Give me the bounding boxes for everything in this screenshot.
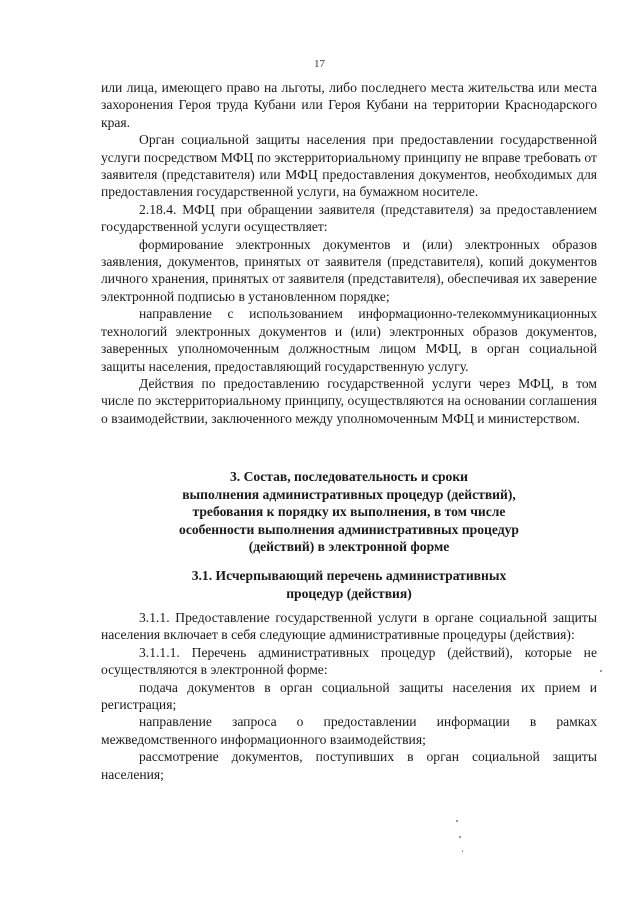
paragraph: формирование электронных документов и (или) электронных образов заявления, документов, принятых от заявителя (представителя), копий документов личного хранения, принятых от заявителя (представителя), обеспечивая их заверение электронной подписью в установленном порядке;: [101, 236, 597, 304]
paragraph: Орган социальной защиты населения при предоставлении государственной услуги посредством МФЦ по экстерриториальному принципу не вправе требовать от заявителя (представителя) или МФЦ предоставления документов, необходимых для предоставления государственной услуги, на бумажном носителе.: [101, 132, 597, 200]
heading-line: выполнения административных процедур (действий),: [182, 486, 516, 502]
paragraph: или лица, имеющего право на льготы, либо последнего места жительства или места захоронения Героя труда Кубани или Героя Кубани на территории Краснодарского края.: [101, 80, 597, 130]
scan-speck: [456, 820, 458, 822]
heading-line: процедур (действия): [286, 585, 412, 601]
paragraph: Действия по предоставлению государственной услуги через МФЦ, в том числе по экстерриториальному принципу, осуществляются на основании соглашения о взаимодействии, заключенного между уполномоченным МФЦ и министерством.: [101, 375, 597, 426]
heading-line: особенности выполнения административных процедур: [179, 521, 519, 537]
heading-line: 3.1. Исчерпывающий перечень административных: [191, 568, 507, 583]
paragraph: 2.18.4. МФЦ при обращении заявителя (представителя) за предоставлением государственной услуги осуществляет:: [101, 201, 597, 235]
heading-line: требования к порядку их выполнения, в том числе: [192, 504, 506, 520]
top-text-block: [101, 79, 597, 427]
scan-speck: [459, 836, 461, 838]
bottom-text-block: [101, 609, 597, 783]
paragraph: направление с использованием информационно-телекоммуникационных технологий электронных документов и (или) электронных образов документов, заверенных уполномоченным должностным лицом МФЦ, в орган социальной защиты населения, предоставляющий государственную услугу.: [101, 306, 597, 374]
subsection-heading: [101, 567, 597, 602]
scan-speck: [600, 670, 602, 672]
paragraph: подача документов в орган социальной защиты населения их прием и регистрация;: [101, 679, 597, 713]
page-number: 17: [314, 58, 325, 70]
section-heading: [101, 468, 597, 556]
paragraph: 3.1.1.1. Перечень административных процедур (действий), которые не осуществляются в электронной форме:: [101, 644, 597, 678]
paragraph: 3.1.1. Предоставление государственной услуги в органе социальной защиты населения включает в себя следующие административные процедуры (действия):: [101, 610, 597, 643]
heading-line: (действий) в электронной форме: [248, 539, 450, 555]
paragraph: рассмотрение документов, поступивших в орган социальной защиты населения;: [101, 749, 597, 782]
paragraph: направление запроса о предоставлении информации в рамках межведомственного информационного взаимодействия;: [101, 714, 597, 747]
scan-speck: [462, 850, 463, 852]
heading-line: 3. Состав, последовательность и сроки: [229, 469, 469, 484]
